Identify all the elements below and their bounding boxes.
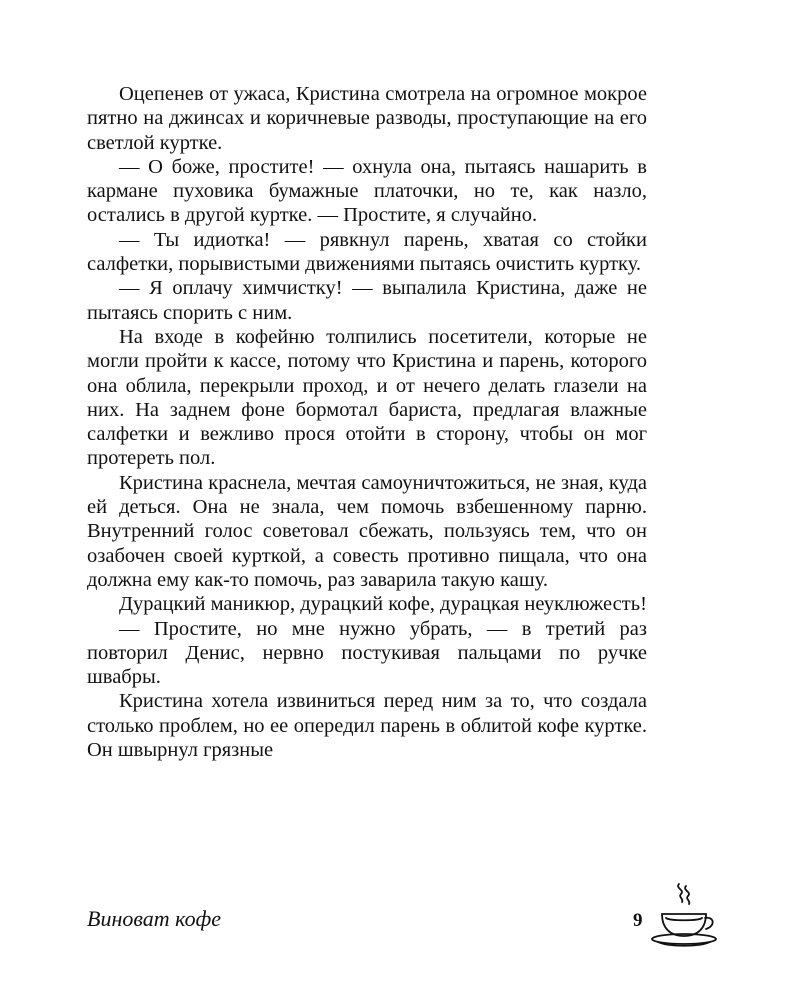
running-footer-book-title: Виноват кофе	[87, 906, 221, 931]
paragraph: — Простите, но мне нужно убрать, — в третий раз повторил Денис, нервно постукивая пальцами по ручке швабры.	[87, 617, 647, 689]
coffee-cup-icon	[648, 880, 720, 950]
paragraph: — О боже, простите! — охнула она, пытаясь нашарить в кармане пуховика бумажные платочки, но те, как назло, остались в другой куртке. — Простите, я случайно.	[87, 155, 647, 227]
paragraph: На входе в кофейню толпились посетители, которые не могли пройти к кассе, потому что Кристина и парень, которого она облила, перекрыли проход, и от нечего делать глазели на них. На заднем фоне бормотал бариста, предлагая влажные салфетки и вежливо прося отойти в сторону, чтобы он мог протереть пол.	[87, 325, 647, 470]
paragraph: Кристина хотела извиниться перед ним за то, что создала столько проблем, но ее опередил парень в облитой кофе куртке. Он швырнул грязные	[87, 690, 647, 762]
paragraph: Кристина краснела, мечтая самоуничтожиться, не зная, куда ей деться. Она не знала, чем помочь взбешенному парню. Внутренний голос советовал сбежать, пользуясь тем, что он озабочен своей курткой, а совесть противно пищала, что она должна ему как-то помочь, раз заварила такую кашу.	[87, 471, 647, 591]
paragraph: — Ты идиотка! — рявкнул парень, хватая со стойки салфетки, порывистыми движениями пытаясь очистить куртку.	[87, 228, 647, 276]
paragraph: Дурацкий маникюр, дурацкий кофе, дурацкая неуклюжесть!	[119, 593, 647, 616]
paragraph: — Я оплачу химчистку! — выпалила Кристина, даже не пытаясь спорить с ним.	[87, 277, 647, 324]
page-body	[87, 82, 647, 762]
page-number: 9	[633, 910, 643, 931]
paragraph: Оцепенев от ужаса, Кристина смотрела на огромное мокрое пятно на джинсах и коричневые разводы, проступающие на его светлой куртке.	[87, 83, 647, 154]
